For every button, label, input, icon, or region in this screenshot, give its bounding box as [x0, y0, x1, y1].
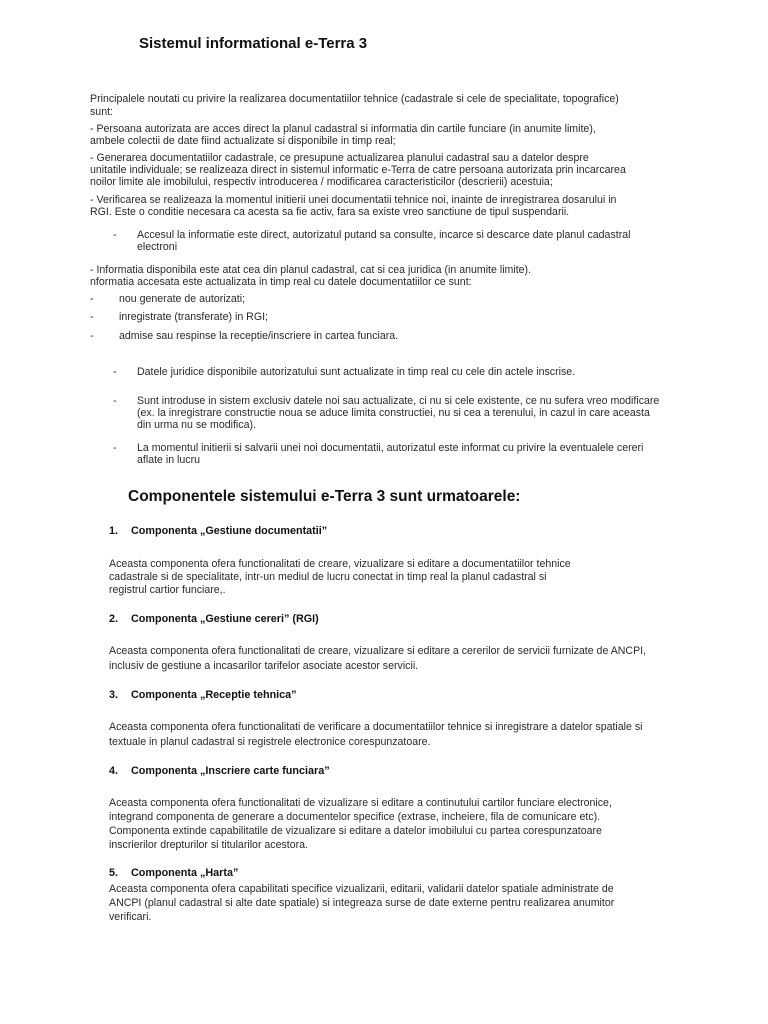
bullet-dash: -: [113, 229, 117, 241]
intro-line-1: Principalele noutati cu privire la realizarea documentatiilor tehnice (cadastrale si cele de specialitate, topografice): [90, 93, 619, 105]
bullet-dash: -: [113, 366, 117, 378]
para4-line-2: electroni: [137, 241, 178, 253]
component-4-line: Aceasta componenta ofera functionalitati de vizualizare si editare a continutului cartilor funciare electronice,: [109, 797, 612, 809]
component-5-number: 5.: [109, 867, 119, 879]
para7-line-2: (ex. la inregistrare constructie noua se aduce limita constructiei, nu si cea a terenului, in cazul in care aceasta: [137, 407, 650, 419]
para5-line-2: nformatia accesata este actualizata in timp real cu datele documentatiilor ce sunt:: [90, 276, 472, 288]
para4-line-1: Accesul la informatie este direct, autorizatul putand sa consulte, incarce si descarce date planul cadastral: [137, 229, 631, 241]
para5-line-1: - Informatia disponibila este atat cea din planul cadastral, cat si cea juridica (in anumite limite).: [90, 264, 532, 276]
component-2-heading: Componenta „Gestiune cereri” (RGI): [131, 613, 319, 625]
component-4-line: inscrierilor drepturilor si titularilor acestora.: [109, 839, 308, 851]
component-3-line: Aceasta componenta ofera functionalitati de verificare a documentatiilor tehnice si inregistrare a datelor spatiale si: [109, 721, 643, 733]
page-title: Sistemul informational e-Terra 3: [139, 35, 368, 52]
para8-line-2: aflate in lucru: [137, 454, 201, 466]
bullet-dash: -: [113, 442, 117, 454]
component-2-line: inclusiv de gestiune a incasarilor tarifelor asociate acestor servicii.: [109, 660, 419, 672]
list-item: admise sau respinse la receptie/inscriere in cartea funciara.: [119, 330, 399, 342]
component-5-line: ANCPI (planul cadastral si alte date spatiale) si integreaza surse de date externe pentru realizarea anumitor: [109, 897, 615, 909]
bullet-dash: -: [90, 293, 94, 305]
component-3-line: textuale in planul cadastral si registrele electronice corespunzatoare.: [109, 736, 431, 748]
component-4-heading: Componenta „Inscriere carte funciara”: [131, 765, 330, 777]
para1-line-2: ambele colectii de date fiind actualizate si disponibile in timp real;: [90, 135, 396, 147]
list-item: nou generate de autorizati;: [119, 293, 246, 305]
para3-line-1: - Verificarea se realizeaza la momentul initierii unei documentatii tehnice noi, inainte de inregistrarea dosarului in: [90, 194, 617, 206]
component-1-heading: Componenta „Gestiune documentatii”: [131, 525, 328, 537]
component-3-number: 3.: [109, 689, 119, 701]
bullet-dash: -: [113, 395, 117, 407]
para7-line-3: din urma nu se modifica).: [137, 419, 256, 431]
component-1-line: cadastrale si de specialitate, intr-un mediul de lucru conectat in timp real la planul cadastral si: [109, 571, 547, 583]
para6-line-1: Datele juridice disponibile autorizatului sunt actualizate in timp real cu cele din actele inscrise.: [137, 366, 576, 378]
component-1-line: Aceasta componenta ofera functionalitati de creare, vizualizare si editare a documentatiilor tehnice: [109, 558, 571, 570]
bullet-dash: -: [90, 311, 94, 323]
component-5-line: verificari.: [109, 911, 152, 923]
component-1-line: registrul cartior funciare,.: [109, 584, 226, 596]
bullet-dash: -: [90, 330, 94, 342]
component-2-number: 2.: [109, 613, 119, 625]
component-5-line: Aceasta componenta ofera capabilitati specifice vizualizarii, editarii, validarii datelor spatiale administrate de: [109, 883, 614, 895]
component-2-line: Aceasta componenta ofera functionalitati de creare, vizualizare si editare a cererilor de servicii furnizate de ANCPI,: [109, 645, 647, 657]
para2-line-2: unitatile individuale; se realizeaza direct in sistemul informatic e-Terra de catre persoana autorizata prin incarcarea: [90, 164, 626, 176]
section-title: Componentele sistemului e-Terra 3 sunt urmatoarele:: [128, 488, 521, 505]
intro-line-2: sunt:: [90, 106, 113, 118]
component-4-line: Componenta extinde capabilitatile de vizualizare si editare a datelor imobilului cu partea corespunzatoare: [109, 825, 602, 837]
para8-line-1: La momentul initierii si salvarii unei noi documentatii, autorizatul este informat cu privire la eventualele cereri: [137, 442, 644, 454]
para7-line-1: Sunt introduse in sistem exclusiv datele noi sau actualizate, ci nu si cele existente, ce nu sufera vreo modificare: [137, 395, 660, 407]
para1-line-1: - Persoana autorizata are acces direct la planul cadastral si informatia din cartile funciare (in anumite limite),: [90, 123, 596, 135]
component-3-heading: Componenta „Receptie tehnica”: [131, 689, 297, 701]
component-4-number: 4.: [109, 765, 119, 777]
component-4-line: integrand componenta de generare a documentelor specifice (extrase, incheiere, fila de comunicare etc).: [109, 811, 601, 823]
para3-line-2: RGI. Este o conditie necesara ca acesta sa fie activ, fara sa existe vreo sanctiune de tipul suspendarii.: [90, 206, 570, 218]
component-5-heading: Componenta „Harta”: [131, 867, 239, 879]
component-1-number: 1.: [109, 525, 119, 537]
para2-line-1: - Generarea documentatiilor cadastrale, ce presupune actualizarea planului cadastral sau a datelor despre: [90, 152, 589, 164]
list-item: inregistrate (transferate) in RGI;: [119, 311, 268, 323]
para2-line-3: noilor limite ale imobilului, respectiv introducerea / modificarea caracteristicilor (descrierii) acestuia;: [90, 176, 553, 188]
